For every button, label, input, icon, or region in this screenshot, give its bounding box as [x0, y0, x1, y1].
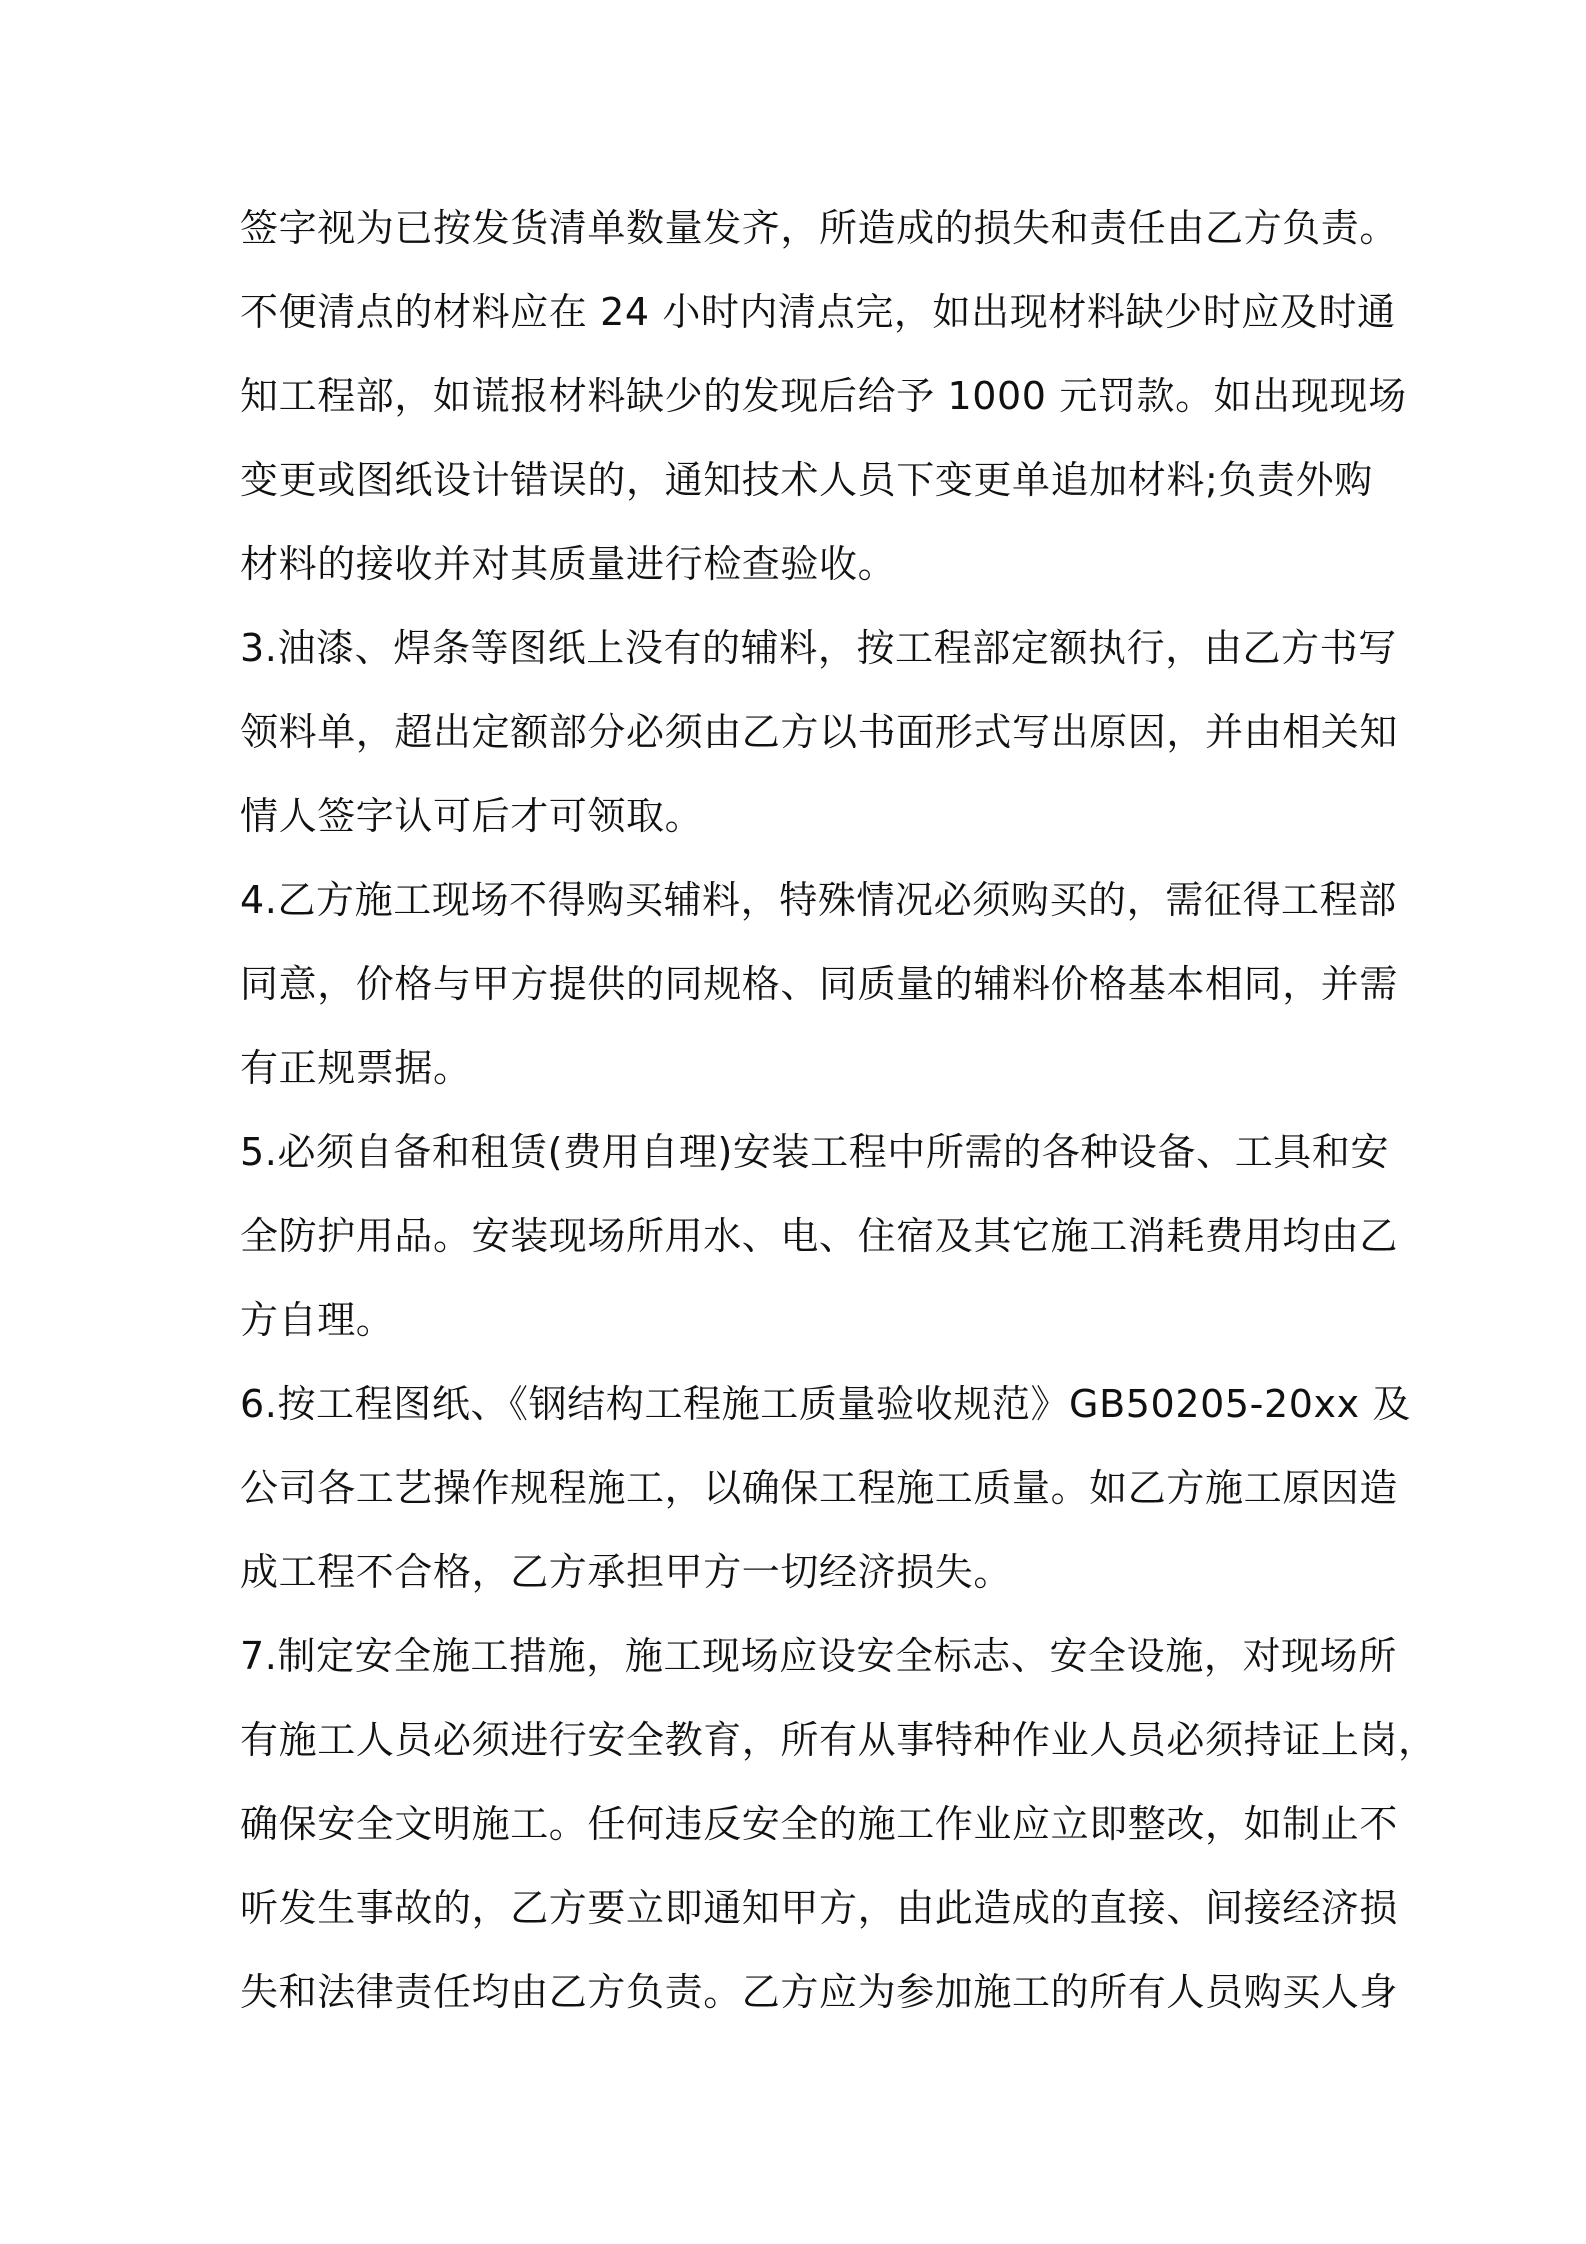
text-line: 5.必须自备和租赁(费用自理)安装工程中所需的各种设备、工具和安: [240, 1130, 1390, 1174]
text-line: 全防护用品。安装现场所用水、电、住宿及其它施工消耗费用均由乙: [240, 1214, 1399, 1258]
text-line: 知工程部，如谎报材料缺少的发现后给予 1000 元罚款。如出现现场: [240, 374, 1407, 418]
text-line: 方自理。: [240, 1298, 395, 1342]
text-line: 4.乙方施工现场不得购买辅料，特殊情况必须购买的，需征得工程部: [240, 878, 1397, 922]
text-line: 材料的接收并对其质量进行检查验收。: [240, 542, 897, 586]
text-line: 领料单，超出定额部分必须由乙方以书面形式写出原因，并由相关知: [240, 710, 1399, 754]
text-line: 公司各工艺操作规程施工，以确保工程施工质量。如乙方施工原因造: [240, 1466, 1399, 1510]
text-line: 不便清点的材料应在 24 小时内清点完，如出现材料缺少时应及时通: [240, 290, 1396, 334]
text-line: 3.油漆、焊条等图纸上没有的辅料，按工程部定额执行，由乙方书写: [240, 626, 1397, 670]
text-line: 失和法律责任均由乙方负责。乙方应为参加施工的所有人员购买人身: [240, 1970, 1399, 2014]
text-line: 听发生事故的，乙方要立即通知甲方，由此造成的直接、间接经济损: [240, 1886, 1399, 1930]
text-line: 6.按工程图纸、《钢结构工程施工质量验收规范》GB50205-20xx 及: [240, 1382, 1411, 1426]
text-line: 确保安全文明施工。任何违反安全的施工作业应立即整改，如制止不: [240, 1802, 1399, 1846]
text-line: 成工程不合格，乙方承担甲方一切经济损失。: [240, 1550, 1013, 1594]
text-line: 签字视为已按发货清单数量发齐，所造成的损失和责任由乙方负责。: [240, 206, 1399, 250]
text-line: 有正规票据。: [240, 1046, 472, 1090]
text-line: 有施工人员必须进行安全教育，所有从事特种作业人员必须持证上岗，: [240, 1718, 1437, 1762]
text-line: 7.制定安全施工措施，施工现场应设安全标志、安全设施，对现场所: [240, 1634, 1397, 1678]
text-line: 情人签字认可后才可领取。: [240, 794, 704, 838]
text-line: 变更或图纸设计错误的，通知技术人员下变更单追加材料;负责外购: [240, 458, 1373, 502]
text-line: 同意，价格与甲方提供的同规格、同质量的辅料价格基本相同，并需: [240, 962, 1399, 1006]
